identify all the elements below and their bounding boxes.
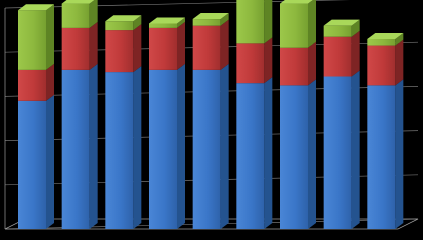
bar-segment-side (395, 40, 403, 86)
bar-segment-side (46, 64, 54, 101)
bar-segment (62, 70, 90, 229)
bar-segment-side (90, 22, 98, 70)
bar-segment (236, 43, 264, 83)
bar-segment (18, 101, 46, 229)
bar-segment-side (308, 42, 316, 86)
bar-segment (105, 21, 133, 30)
bar-segment (105, 30, 133, 72)
bar-segment-side (395, 79, 403, 229)
bar-segment (193, 26, 221, 70)
bar-segment (236, 83, 264, 229)
bar-segment-side (177, 22, 185, 70)
bar-segment-side (221, 20, 229, 70)
bar-segment (367, 46, 395, 86)
bar-segment (149, 23, 177, 27)
bar-segment (367, 39, 395, 46)
bar-segment-side (264, 37, 272, 83)
bar-segment (236, 0, 264, 43)
bar-segment (280, 4, 308, 48)
bar-segment (324, 37, 352, 77)
bars (18, 0, 403, 229)
bar-segment-side (308, 79, 316, 229)
bar-segment (367, 85, 395, 229)
bar-segment (62, 4, 90, 28)
bar-segment (105, 72, 133, 229)
bar-segment-side (133, 24, 141, 72)
bar-segment (62, 28, 90, 70)
bar-segment-side (264, 77, 272, 229)
bar-segment-side (352, 71, 360, 229)
bar-segment-side (177, 64, 185, 229)
bar-segment (149, 28, 177, 70)
bar-segment-side (352, 31, 360, 77)
bar-segment (18, 70, 46, 101)
bar-segment-side (308, 0, 316, 48)
bar-segment-side (133, 66, 141, 229)
bar-segment-side (90, 64, 98, 229)
bar-segment-side (46, 4, 54, 70)
bar-segment (324, 77, 352, 229)
bar-segment (149, 70, 177, 229)
bar-segment (280, 85, 308, 229)
bar-segment-side (46, 95, 54, 229)
bar-segment-side (264, 0, 272, 43)
bar-segment (280, 48, 308, 86)
bar-segment (324, 26, 352, 37)
bar-segment (193, 19, 221, 26)
bar-segment (18, 10, 46, 70)
bar-segment-side (221, 64, 229, 229)
bar-segment (193, 70, 221, 229)
